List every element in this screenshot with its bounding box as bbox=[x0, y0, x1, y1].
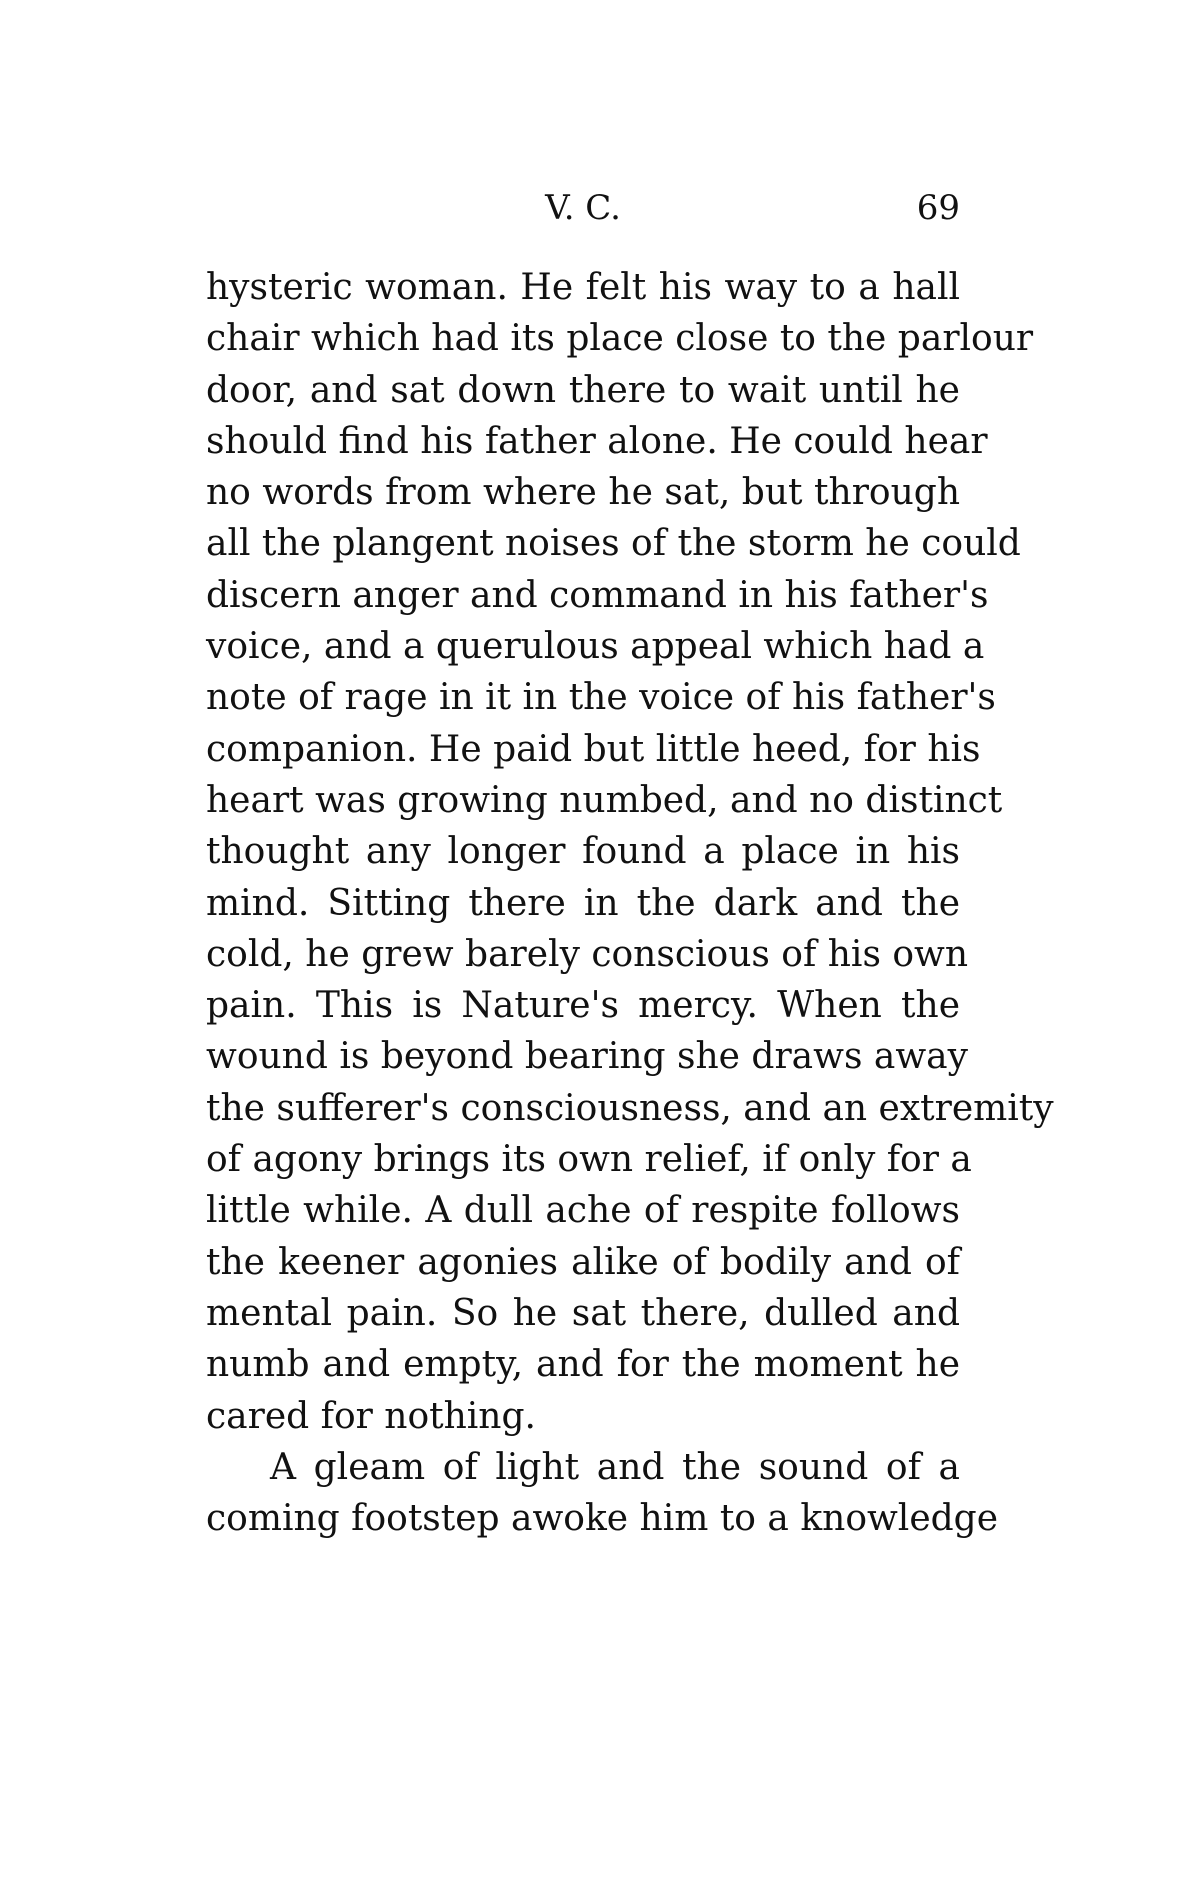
text-line: little while. A dull ache of respite follows bbox=[206, 1190, 960, 1232]
text-line: door, and sat down there to wait until he bbox=[206, 369, 960, 411]
text-line: the sufferer's consciousness, and an extremity bbox=[206, 1087, 1054, 1129]
paragraph-end-line: cared for nothing. bbox=[206, 1395, 536, 1437]
paragraph-start-line: A gleam of light and the sound of a bbox=[270, 1446, 960, 1488]
text-line: thought any longer found a place in his bbox=[206, 831, 960, 873]
text-line: note of rage in it in the voice of his father's bbox=[206, 677, 996, 719]
text-line: mental pain. So he sat there, dulled and bbox=[206, 1292, 960, 1334]
body-text bbox=[206, 262, 1054, 1544]
text-line: companion. He paid but little heed, for his bbox=[206, 728, 981, 770]
text-line: all the plangent noises of the storm he could bbox=[206, 523, 1021, 565]
text-line: numb and empty, and for the moment he bbox=[206, 1344, 960, 1386]
text-line: the keener agonies alike of bodily and of bbox=[206, 1241, 960, 1283]
text-line: coming footstep awoke him to a knowledge bbox=[206, 1498, 999, 1540]
text-line: mind. Sitting there in the dark and the bbox=[206, 882, 960, 924]
text-line: voice, and a querulous appeal which had a bbox=[206, 626, 985, 668]
running-title: V. C. bbox=[545, 188, 621, 228]
running-head bbox=[206, 188, 960, 248]
text-line: should find his father alone. He could hear bbox=[206, 420, 988, 462]
text-line: heart was growing numbed, and no distinct bbox=[206, 779, 1003, 821]
text-line: discern anger and command in his father's bbox=[206, 574, 989, 616]
text-line: chair which had its place close to the parlour bbox=[206, 318, 1034, 360]
page-number: 69 bbox=[916, 188, 960, 228]
text-line: no words from where he sat, but through bbox=[206, 472, 960, 514]
text-line: pain. This is Nature's mercy. When the bbox=[206, 985, 960, 1027]
text-line: wound is beyond bearing she draws away bbox=[206, 1036, 968, 1078]
text-line: hysteric woman. He felt his way to a hall bbox=[206, 267, 960, 308]
text-line: cold, he grew barely conscious of his own bbox=[206, 933, 969, 975]
text-line: of agony brings its own relief, if only for a bbox=[206, 1139, 972, 1181]
